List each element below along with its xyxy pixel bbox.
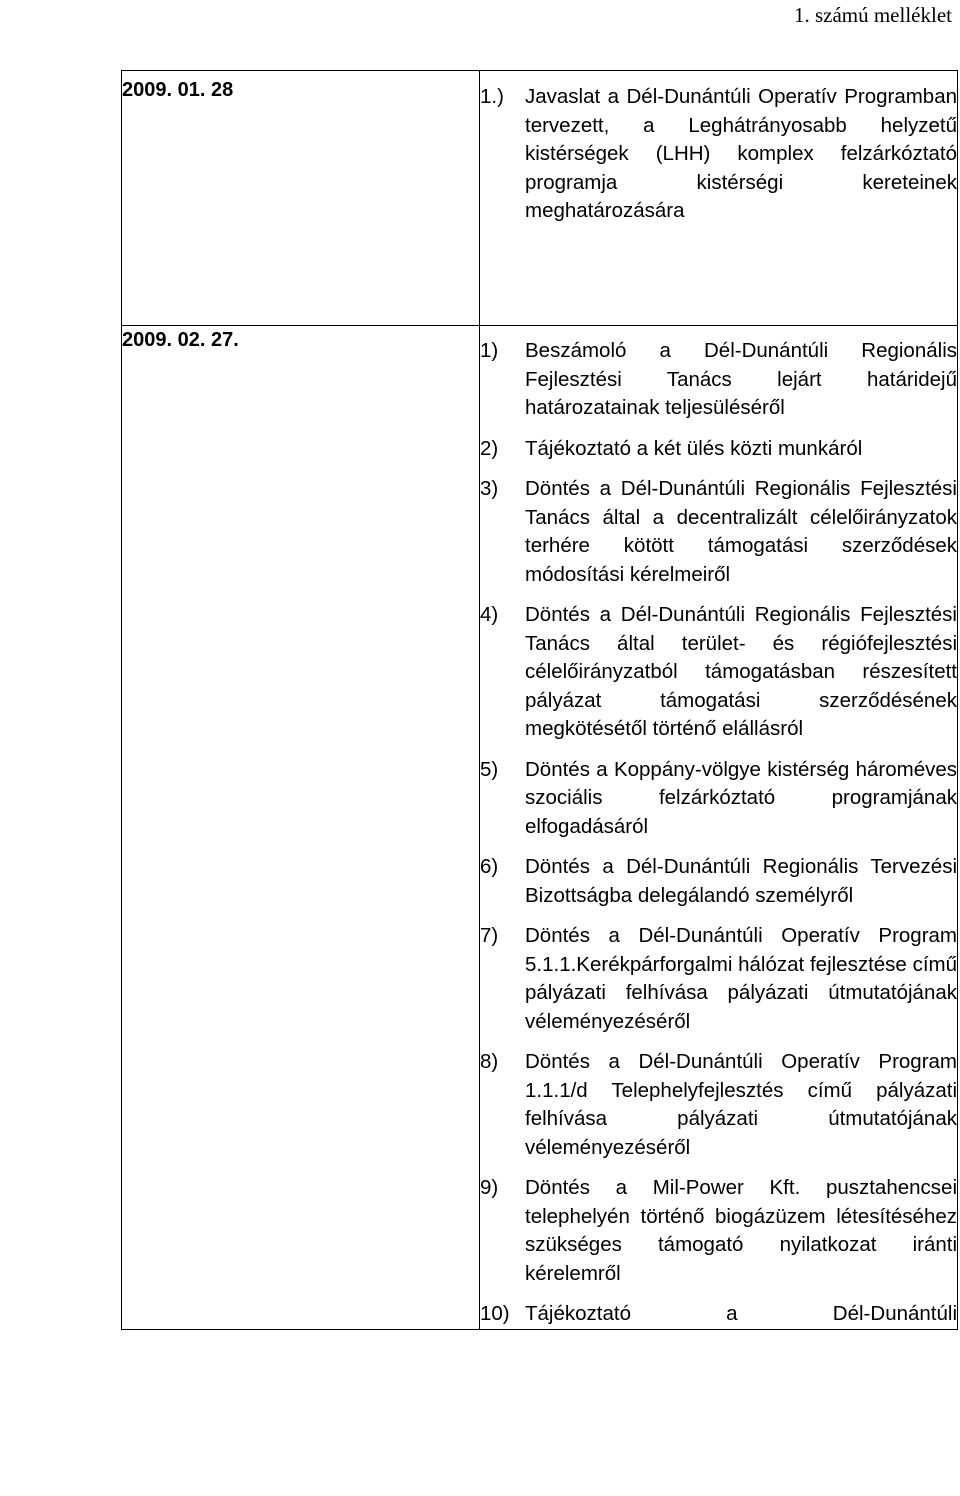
- item-number: 3): [480, 477, 499, 500]
- list-item: [480, 853, 957, 910]
- item-number: 1.): [480, 85, 504, 108]
- item-number: 2): [480, 436, 499, 460]
- item-text: Döntés a Dél-Dunántúli Regionális Fejlesztési Tanács által a decentralizált célelőirányzatok terhére kötött támogatási szerződések módosítási kérelmeiről: [525, 477, 957, 586]
- item-number: 10): [480, 1302, 510, 1325]
- item-number: 5): [480, 757, 499, 781]
- meeting-date: 2009. 02. 27.: [122, 326, 480, 1330]
- list-item: [480, 475, 957, 589]
- list-item: [480, 922, 957, 1036]
- meeting-date: 2009. 01. 28: [122, 71, 480, 326]
- item-number: 6): [480, 855, 499, 878]
- list-item: [480, 435, 957, 464]
- item-text: Döntés a Dél-Dunántúli Operatív Program 1.1.1/d Telephelyfejlesztés című pályázati felhívása pályázati útmutatójának véleményezéséről: [525, 1050, 957, 1159]
- item-text: Tájékoztató a Dél-Dunántúli: [525, 1302, 957, 1325]
- list-item: [480, 83, 957, 226]
- list-item: [480, 756, 957, 842]
- item-number: 9): [480, 1176, 499, 1199]
- list-item: [480, 337, 957, 423]
- item-text: Döntés a Dél-Dunántúli Regionális Fejlesztési Tanács által terület- és régiófejlesztési célelőirányzatból támogatásban részesített pályázat támogatási szerződésének megkötésétől történő elállásról: [525, 603, 957, 740]
- item-text: Javaslat a Dél-Dunántúli Operatív Programban tervezett, a Leghátrányosabb helyzetű kistérségek (LHH) komplex felzárkóztató programja kistérségi kereteinek meghatározására: [525, 85, 957, 222]
- agenda-table: [121, 70, 958, 1330]
- list-item: [480, 1048, 957, 1162]
- item-number: 8): [480, 1050, 499, 1073]
- table-row: [122, 71, 958, 326]
- table-row: [122, 326, 958, 1330]
- item-text: Beszámoló a Dél-Dunántúli Regionális Fejlesztési Tanács lejárt határidejű határozatainak teljesüléséről: [525, 339, 957, 419]
- list-item: [480, 1174, 957, 1288]
- list-item: [480, 601, 957, 744]
- item-text: Döntés a Dél-Dunántúli Operatív Program 5.1.1.Kerékpárforgalmi hálózat fejlesztése című pályázati felhívása pályázati útmutatójának véleményezéséről: [525, 924, 957, 1033]
- item-number: 4): [480, 603, 499, 626]
- annex-label: 1. számú melléklet: [793, 3, 952, 27]
- item-number: 1): [480, 339, 499, 362]
- item-text: Döntés a Koppány-völgye kistérség hároméves szociális felzárkóztató programjának elfogadásáról: [525, 757, 957, 838]
- item-text: Tájékoztató a két ülés közti munkáról: [525, 436, 863, 460]
- item-text: Döntés a Mil-Power Kft. pusztahencsei telephelyén történő biogázüzem létesítéséhez szükséges támogató nyilatkozat iránti kérelemről: [525, 1176, 957, 1285]
- item-number: 7): [480, 924, 499, 947]
- list-item: [480, 1300, 957, 1329]
- item-text: Döntés a Dél-Dunántúli Regionális Tervezési Bizottságba delegálandó személyről: [525, 855, 957, 907]
- agenda-items-cell: [480, 71, 958, 326]
- agenda-items-cell: [480, 326, 958, 1330]
